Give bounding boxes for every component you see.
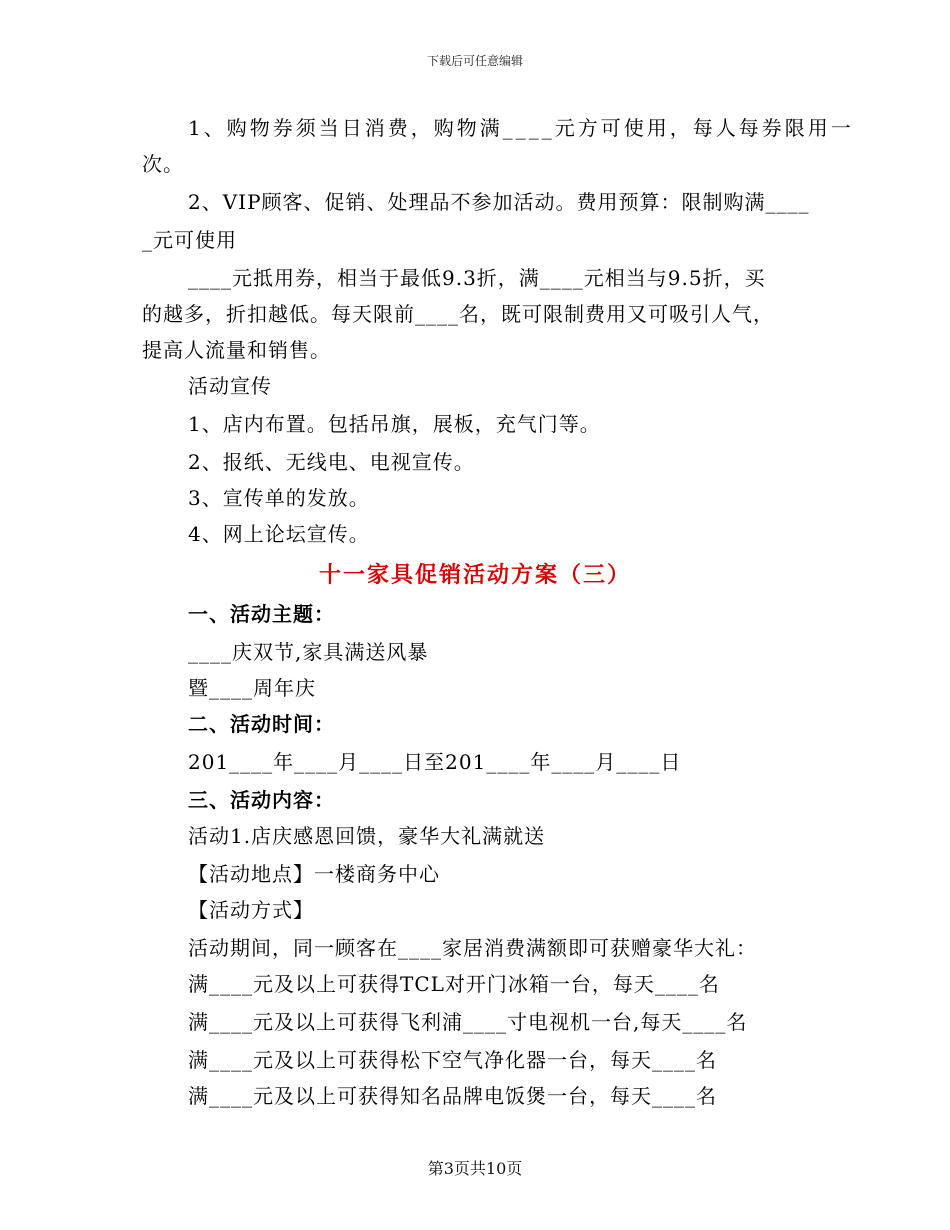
theme-line-1: ____庆双节,家具满送风暴 xyxy=(188,640,429,664)
promo-item-1: 1、店内布置。包括吊旗，展板，充气门等。 xyxy=(188,412,601,436)
gift-line-4: 满____元及以上可获得知名品牌电饭煲一台，每天____名 xyxy=(188,1084,717,1108)
gift-line-1: 满____元及以上可获得TCL对开门冰箱一台，每天____名 xyxy=(188,972,720,996)
page-header: 下载后可任意编辑 xyxy=(426,54,523,68)
time-heading: 二、活动时间： xyxy=(188,712,335,736)
paragraph-3-line-1: ____元抵用券，相当于最低9.3折，满____元相当与9.5折，买 xyxy=(188,266,766,290)
promo-item-4: 4、网上论坛宣传。 xyxy=(188,522,370,546)
gift-line-3: 满____元及以上可获得松下空气净化器一台，每天____名 xyxy=(188,1048,717,1072)
activity-1-title: 活动1.店庆感恩回馈，豪华大礼满就送 xyxy=(188,824,546,848)
gift-line-2: 满____元及以上可获得飞利浦____寸电视机一台,每天____名 xyxy=(188,1010,748,1034)
paragraph-3-line-2: 的越多，折扣越低。每天限前____名，既可限制费用又可吸引人气， xyxy=(142,302,774,326)
page-footer: 第3页共10页 xyxy=(427,1159,523,1178)
paragraph-1-line-1: 1、购物券须当日消费，购物满____元方可使用，每人每券限用一 xyxy=(188,116,854,140)
time-line: 201____年____月____日至201____年____月____日 xyxy=(188,750,682,774)
promo-item-3: 3、宣传单的发放。 xyxy=(188,486,370,510)
activity-method: 【活动方式】 xyxy=(188,898,314,922)
paragraph-2-line-2: _元可使用 xyxy=(142,228,237,252)
content-heading: 三、活动内容： xyxy=(188,788,335,812)
document-title: 十一家具促销活动方案（三） xyxy=(318,562,631,588)
paragraph-1-line-2: 次。 xyxy=(142,152,184,176)
activity-rule: 活动期间，同一顾客在____家居消费满额即可获赠豪华大礼： xyxy=(188,936,757,960)
paragraph-3-line-3: 提高人流量和销售。 xyxy=(142,338,331,362)
promo-heading: 活动宣传 xyxy=(188,374,272,398)
paragraph-2-line-1: 2、VIP顾客、促销、处理品不参加活动。费用预算：限制购满____ xyxy=(188,190,810,214)
activity-location: 【活动地点】一楼商务中心 xyxy=(188,862,440,886)
promo-item-2: 2、报纸、无线电、电视宣传。 xyxy=(188,450,475,474)
theme-heading: 一、活动主题： xyxy=(188,602,335,626)
theme-line-2: 暨____周年庆 xyxy=(188,676,316,700)
